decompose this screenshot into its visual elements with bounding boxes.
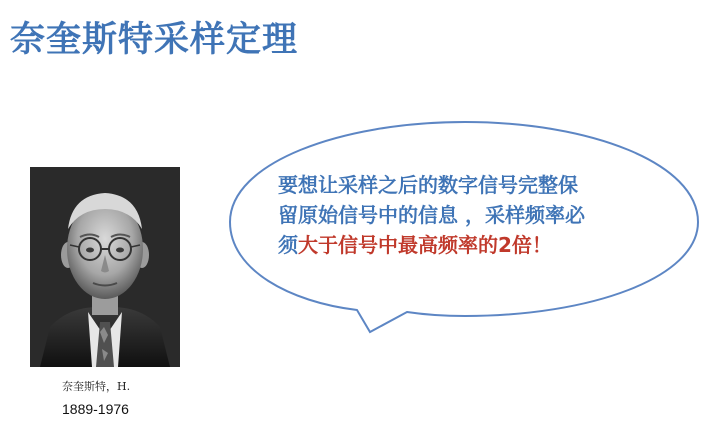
bubble-line-2: 留原始信号中的信息 ，采样频率必 — [278, 203, 585, 227]
bubble-text — [278, 170, 678, 260]
portrait-photo — [30, 167, 180, 367]
portrait-caption-name: 奈奎斯特，H. — [62, 380, 131, 393]
bubble-line-3-suffix: ！ — [531, 233, 552, 257]
page-title: 奈奎斯特采样定理 — [10, 20, 299, 60]
bubble-line-3 — [278, 230, 678, 260]
bubble-line-1: 要想让采样之后的数字信号完整保 — [278, 173, 578, 197]
portrait-caption-years: 1889-1976 — [62, 401, 129, 417]
bubble-highlight: 大于信号中最高频率的2倍 — [298, 233, 532, 257]
bubble-line-3-prefix: 须 — [278, 233, 298, 257]
portrait-figure — [30, 167, 180, 367]
